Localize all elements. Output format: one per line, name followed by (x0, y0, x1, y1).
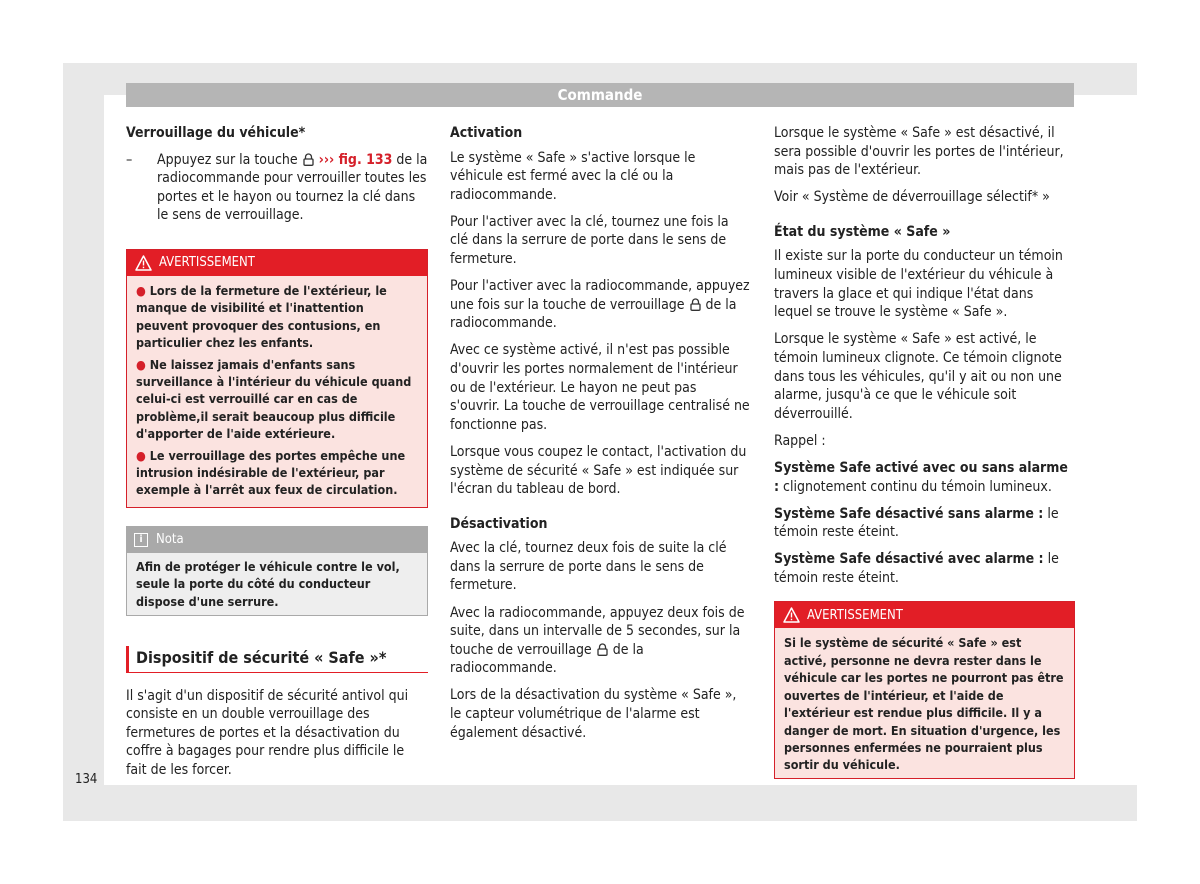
safe-section-title: Dispositif de sécurité « Safe »* (126, 646, 428, 673)
warning-header (127, 250, 427, 276)
column-3 (774, 124, 1075, 779)
paragraph: Avec la clé, tournez deux fois de suite la clé dans la serrure de porte dans le sens de fermeture. (450, 540, 727, 594)
column-1 (126, 124, 428, 788)
info-icon: i (134, 533, 148, 547)
lock-icon (597, 643, 608, 656)
warning-title: AVERTISSEMENT (159, 255, 255, 271)
instruction-text-start: Appuyez sur la touche (157, 151, 298, 168)
activation-heading: Activation (450, 125, 523, 141)
paragraph: Le système « Safe » s'active lorsque le véhicule est fermé avec la clé ou la radiocommande. (450, 149, 696, 203)
locking-heading: Verrouillage du véhicule* (126, 125, 306, 141)
locking-instruction (126, 151, 428, 225)
warning-triangle-icon (783, 607, 800, 623)
warning-text: Si le système de sécurité « Safe » est activé, personne ne devra rester dans le véhicule car les portes ne pourront pas être ouvertes de l'intérieur, et l'aide de l'extérieur est rendue plus difficile. Il y a danger de mort. En situation d'urgence, les personnes enfermées ne pourraient plus sortir du véhicule. (784, 635, 1064, 773)
note-box (126, 526, 428, 616)
warning-bullet: ● Lors de la fermeture de l'extérieur, le manque de visibilité et l'inattention peuvent provoquer des contusions, en particulier chez les enfants. (136, 282, 387, 351)
safe-section-text: Il s'agit d'un dispositif de sécurité antivol qui consiste en un double verrouillage des fermetures de portes et la désactivation du coffre à bagages pour rendre plus difficile le fait de les forcer. (126, 687, 409, 779)
paragraph: Lors de la désactivation du système « Safe », le capteur volumétrique de l'alarme est également désactivé. (450, 687, 737, 741)
reminder-item: Système Safe désactivé avec alarme : le témoin reste éteint. (774, 551, 1059, 586)
note-title: Nota (156, 532, 184, 548)
warning-header (775, 602, 1074, 628)
figure-reference-link[interactable]: ››› fig. 133 (318, 151, 393, 168)
warning-content (127, 276, 427, 507)
reminder-item: Système Safe activé avec ou sans alarme : clignotement continu du témoin lumineux. (774, 459, 1068, 495)
page-header-title: Commande (126, 83, 1074, 107)
note-text: Afin de protéger le véhicule contre le vol, seule la porte du côté du conducteur dispose d'une serrure. (136, 558, 400, 609)
warning-box (774, 601, 1075, 778)
note-header (127, 527, 427, 553)
paragraph: Pour l'activer avec la clé, tournez une fois la clé dans la serrure de porte dans le sens de fermeture. (450, 213, 729, 268)
warning-bullet: ● Ne laissez jamais d'enfants sans surveillance à l'intérieur du véhicule quand celui-ci est verrouillé car en cas de problème,il serait beaucoup plus difficile d'apporter de l'aide extérieure. (136, 356, 412, 442)
column-2 (450, 124, 750, 751)
reminder-item: Système Safe désactivé sans alarme : le témoin reste éteint. (774, 505, 1059, 541)
lock-icon (690, 298, 701, 311)
paragraph: Avec la radiocommande, appuyez deux fois de suite, dans un intervalle de 5 secondes, sur la touche de verrouillage de la radiocommande. (450, 604, 745, 677)
paragraph: Lorsque le système « Safe » est désactivé, il sera possible d'ouvrir les portes de l'intérieur, mais pas de l'extérieur. (774, 125, 1064, 179)
paragraph: Voir « Système de déverrouillage sélectif* » (774, 189, 1050, 206)
lock-icon (303, 153, 314, 166)
warning-box (126, 249, 428, 508)
paragraph: Avec ce système activé, il n'est pas possible d'ouvrir les portes normalement de l'intérieur ou de l'extérieur. Le hayon ne peut pas s'ouvrir. La touche de verrouillage centralisé ne fonctionne pas. (450, 342, 750, 433)
paragraph: Lorsque vous coupez le contact, l'activation du système de sécurité « Safe » est indiquée sur l'écran du tableau de bord. (450, 443, 747, 498)
page-number: 134 (75, 772, 98, 787)
warning-title: AVERTISSEMENT (807, 607, 903, 623)
instruction-text-end: de la radiocommande pour verrouiller toutes les portes et le hayon ou tournez la clé dans le sens de verrouillage. (157, 151, 428, 224)
paragraph: Lorsque le système « Safe » est activé, le témoin lumineux clignote. Ce témoin clignote dans tous les véhicules, qu'il y ait ou non une alarme, jusqu'à ce que le véhicule soit déverrouillé. (774, 331, 1062, 422)
dash-marker: – (126, 151, 133, 168)
paragraph: Rappel : (774, 432, 826, 449)
warning-bullet: ● Le verrouillage des portes empêche une intrusion indésirable de l'extérieur, par exemple à l'arrêt aux feux de circulation. (136, 447, 406, 498)
warning-triangle-icon (135, 255, 152, 271)
paragraph: Il existe sur la porte du conducteur un témoin lumineux visible de l'extérieur du véhicule à travers la glace et qui indique l'état dans lequel se trouve le système « Safe ». (774, 248, 1063, 321)
paragraph: Pour l'activer avec la radiocommande, appuyez une fois sur la touche de verrouillage de la radiocommande. (450, 278, 750, 332)
deactivation-heading: Désactivation (450, 515, 548, 532)
state-heading: État du système « Safe » (774, 223, 951, 240)
